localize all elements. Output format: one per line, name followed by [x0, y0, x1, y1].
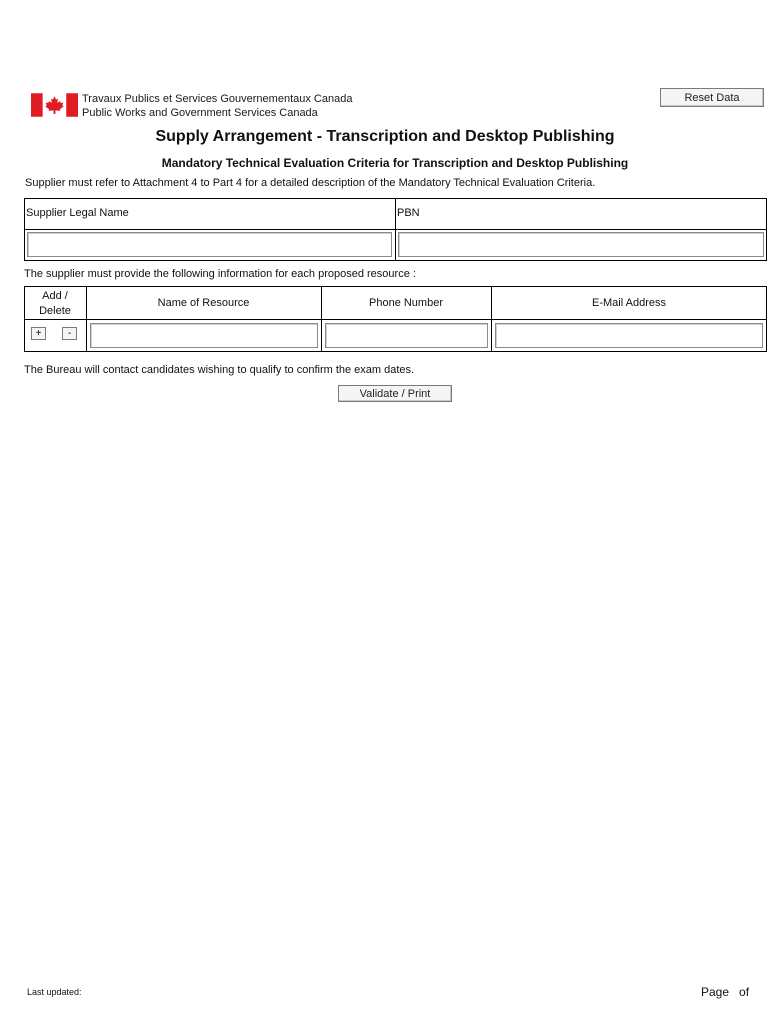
pbn-label: PBN: [397, 207, 420, 219]
resource-email-input[interactable]: [495, 323, 763, 348]
page-of-label: Page of: [701, 985, 750, 999]
canada-flag-icon: [31, 93, 78, 117]
supplier-legal-name-input[interactable]: [27, 232, 392, 257]
col-header-email-address: E-Mail Address: [592, 297, 666, 309]
bureau-note: The Bureau will contact candidates wishing to qualify to confirm the exam dates.: [24, 364, 415, 376]
last-updated-label: Last updated:: [27, 987, 82, 997]
pbn-input[interactable]: [398, 232, 764, 257]
reset-data-button[interactable]: Reset Data: [660, 88, 764, 107]
department-name: [82, 92, 352, 120]
add-row-button[interactable]: +: [31, 327, 46, 340]
page-subtitle: Mandatory Technical Evaluation Criteria for Transcription and Desktop Publishing: [161, 156, 629, 170]
col-header-name-of-resource: Name of Resource: [157, 297, 250, 309]
resource-name-input[interactable]: [90, 323, 318, 348]
department-name-en: Public Works and Government Services Canada: [82, 107, 318, 119]
validate-print-button[interactable]: Validate / Print: [338, 385, 452, 402]
department-name-fr: Travaux Publics et Services Gouvernementaux Canada: [82, 93, 353, 105]
page-title: Supply Arrangement - Transcription and Desktop Publishing: [155, 128, 615, 145]
col-header-phone-number: Phone Number: [369, 297, 443, 309]
col-header-add-delete: [24, 289, 86, 319]
resource-table-divider: [24, 319, 767, 320]
instruction-note: Supplier must refer to Attachment 4 to Part 4 for a detailed description of the Mandatory Technical Evaluation Criteria.: [25, 177, 596, 189]
supplier-table-col-divider: [395, 198, 396, 261]
col-header-add-delete-line1: Add /: [42, 290, 68, 302]
col-header-add-delete-line2: Delete: [39, 305, 71, 317]
resource-phone-input[interactable]: [325, 323, 488, 348]
resource-intro: The supplier must provide the following information for each proposed resource :: [24, 268, 416, 280]
delete-row-button[interactable]: -: [62, 327, 77, 340]
supplier-legal-name-label: Supplier Legal Name: [26, 207, 129, 219]
